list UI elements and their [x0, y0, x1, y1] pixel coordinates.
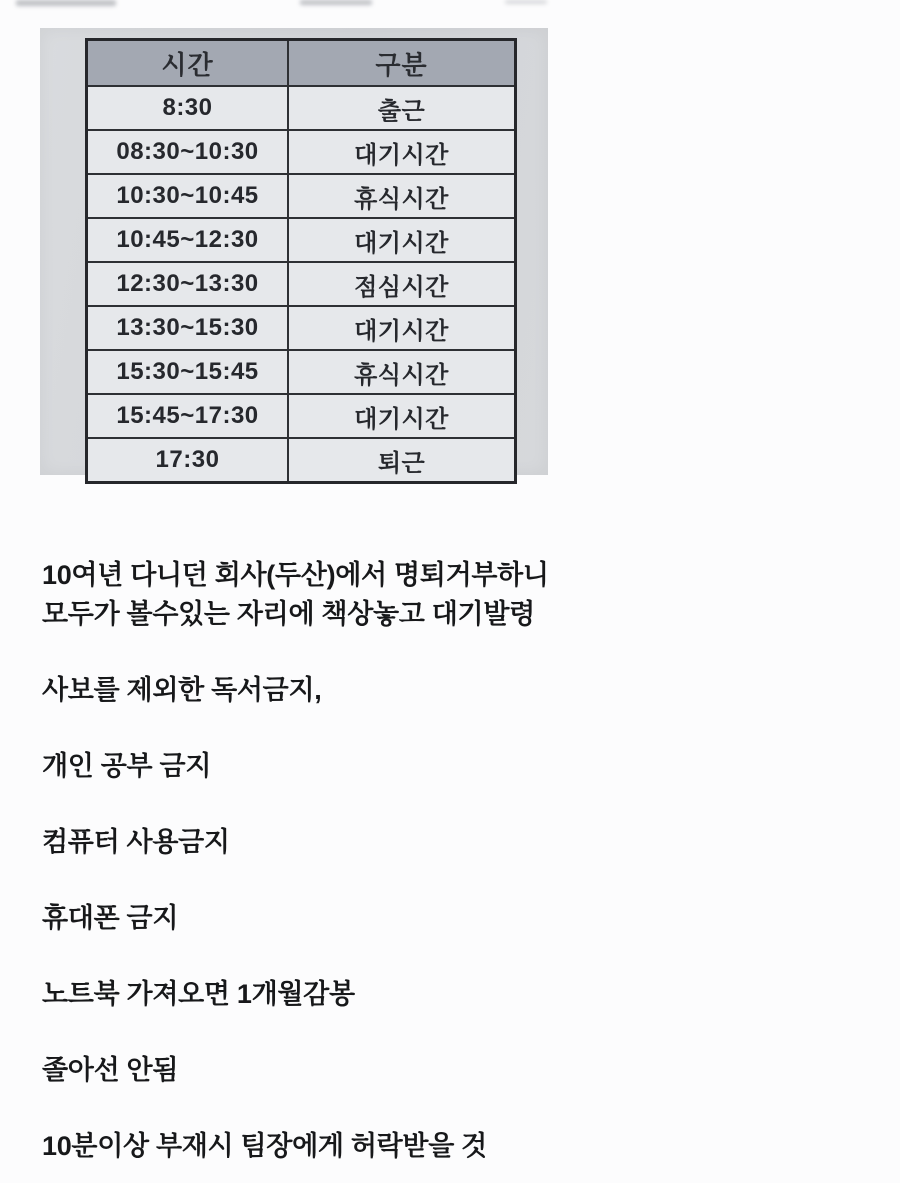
cell-time: 15:45~17:30 — [87, 394, 289, 438]
cell-time: 08:30~10:30 — [87, 130, 289, 174]
note-paragraph — [42, 747, 872, 786]
cell-time: 10:45~12:30 — [87, 218, 289, 262]
cell-category: 대기시간 — [288, 394, 516, 438]
cell-category: 대기시간 — [288, 218, 516, 262]
cell-category: 휴식시간 — [288, 174, 516, 218]
note-paragraph — [42, 671, 872, 710]
table-row — [87, 438, 516, 483]
note-line: 10여년 다니던 회사(두산)에서 명퇴거부하니 — [42, 560, 549, 590]
table-row — [87, 306, 516, 350]
note-line: 컴퓨터 사용금지 — [42, 827, 230, 857]
column-header-category: 구분 — [288, 40, 516, 87]
note-paragraph — [42, 975, 872, 1014]
cell-category: 출근 — [288, 86, 516, 130]
table-row — [87, 350, 516, 394]
scan-artifact — [16, 0, 116, 6]
cell-time: 13:30~15:30 — [87, 306, 289, 350]
table-row — [87, 218, 516, 262]
cell-time: 17:30 — [87, 438, 289, 483]
note-paragraph — [42, 1127, 872, 1166]
table-header-row — [87, 40, 516, 87]
note-paragraph — [42, 823, 872, 862]
table-row — [87, 86, 516, 130]
note-paragraph — [42, 899, 872, 938]
cell-time: 8:30 — [87, 86, 289, 130]
note-line: 졸아선 안됨 — [42, 1055, 179, 1085]
schedule-table — [85, 38, 517, 484]
table-row — [87, 174, 516, 218]
scan-artifact — [505, 0, 547, 4]
cell-time: 10:30~10:45 — [87, 174, 289, 218]
note-line: 사보를 제외한 독서금지, — [42, 675, 322, 705]
notes-text — [42, 556, 872, 1183]
note-line: 휴대폰 금지 — [42, 903, 179, 933]
table-row — [87, 130, 516, 174]
table-row — [87, 394, 516, 438]
schedule-photo — [40, 28, 548, 475]
scan-artifact — [300, 0, 372, 5]
cell-category: 휴식시간 — [288, 350, 516, 394]
note-line: 개인 공부 금지 — [42, 751, 212, 781]
column-header-time: 시간 — [87, 40, 289, 87]
cell-category: 대기시간 — [288, 130, 516, 174]
note-line: 노트북 가져오면 1개월감봉 — [42, 979, 355, 1009]
note-paragraph — [42, 1051, 872, 1090]
cell-category: 점심시간 — [288, 262, 516, 306]
note-line: 10분이상 부재시 팀장에게 허락받을 것 — [42, 1131, 487, 1161]
note-line: 모두가 볼수있는 자리에 책상놓고 대기발령 — [42, 599, 535, 629]
cell-time: 12:30~13:30 — [87, 262, 289, 306]
cell-category: 퇴근 — [288, 438, 516, 483]
note-paragraph — [42, 556, 872, 634]
cell-time: 15:30~15:45 — [87, 350, 289, 394]
cell-category: 대기시간 — [288, 306, 516, 350]
table-row — [87, 262, 516, 306]
